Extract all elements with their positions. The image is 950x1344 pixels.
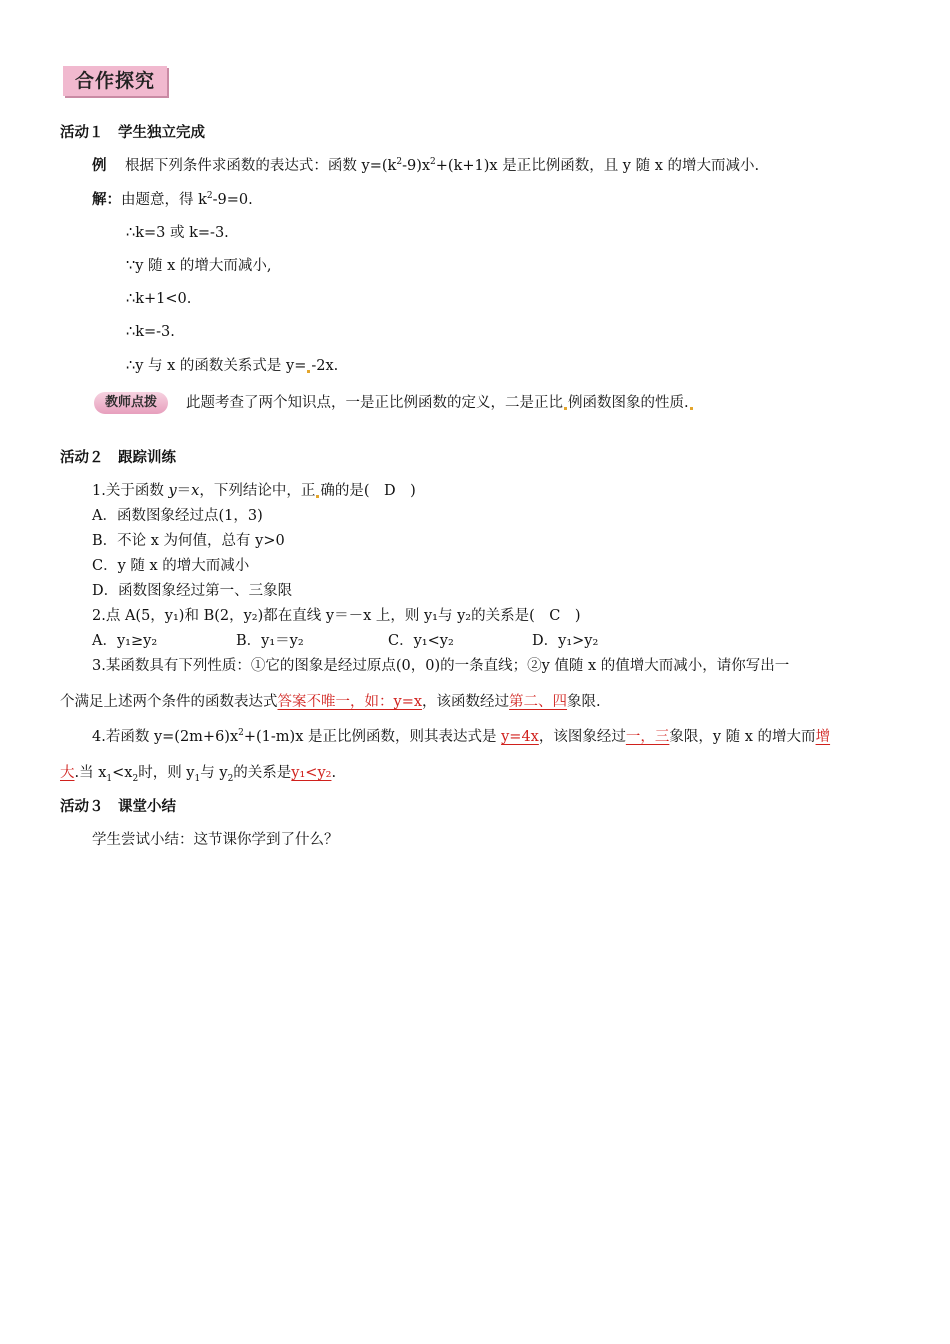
teacher-badge: 教师点拨 (94, 392, 168, 414)
q4-answer-4: y₁<y₂ (291, 765, 332, 781)
solution-final: ∴y 与 x 的函数关系式是 y= -2x. (126, 358, 339, 374)
q2-options (92, 631, 598, 651)
q1-option-a: A．函数图象经过点(1，3) (92, 508, 263, 524)
question-3-line2: 个满足上述两个条件的函数表达式答案不唯一，如：y=x，该函数经过第二、四象限. (60, 694, 601, 710)
solution-step: ∴k+1<0. (126, 291, 192, 307)
question-1: 1.关于函数 y＝x，下列结论中，正 确的是( D ) (92, 483, 416, 499)
example-line (92, 156, 759, 176)
q2-option-c: C．y₁<y₂ (388, 633, 454, 649)
q1-option-d: D．函数图象经过第一、三象限 (92, 583, 293, 599)
solution-line: 解：由题意，得 $k^2-9=0$. (92, 191, 253, 208)
q3-answer-1: 答案不唯一，如：y=x (277, 694, 423, 710)
example-text: 根据下列条件求函数的表达式：函数 $y=(k^2-9)x^2+(k+1)x$ 是正比例函数，且 y 随 x 的增大而减小. (124, 157, 760, 174)
activity1-heading: 活动１ 学生独立完成 (60, 125, 205, 141)
activity3-heading: 活动３ 课堂小结 (60, 799, 176, 815)
question-2: 2.点 A(5，y₁)和 B(2，y₂)都在直线 y＝－x 上，则 y₁与 y₂的关系是( C ) (92, 608, 581, 624)
activity2-heading: 活动２ 跟踪训练 (60, 450, 176, 466)
q4-answer-3a: 增 (815, 729, 831, 745)
q4-answer-3b: 大 (60, 765, 75, 781)
q2-option-b: B．y₁＝y₂ (236, 633, 304, 649)
example-label: 例 (92, 158, 107, 174)
q1-option-b: B．不论 x 为何值，总有 y>0 (92, 533, 285, 549)
section-title-badge: 合作探究 (63, 66, 167, 96)
question-3-line1: 3.某函数具有下列性质：①它的图象是经过原点(0，0)的一条直线；②y 值随 x 的值增大而减小，请你写出一 (92, 658, 790, 674)
activity3-text: 学生尝试小结：这节课你学到了什么？ (92, 832, 339, 848)
q4-answer-1: y=4x (501, 729, 539, 745)
solution-step: ∴k=3 或 k=-3. (126, 225, 229, 241)
teacher-note: 教师点拨 此题考查了两个知识点，一是正比例函数的定义，二是正比 例函数图象的性质. (94, 389, 694, 417)
question-4-line1: 4.若函数 $y=(2m+6)x^2+(1-m)x$ 是正比例函数，则其表达式是 y=4x，该图象经过一，三象限，y 随 x 的增大而增 (92, 728, 831, 745)
solution-step: ∵y 随 x 的增大而减小, (126, 258, 272, 274)
q4-answer-2: 一，三 (625, 729, 670, 745)
question-4-line2: 大.当 $x_1<x_2$时，则 $y_1$与 $y_2$的关系是y₁<y₂. (60, 765, 337, 784)
solution-label: 解： (92, 192, 121, 208)
q2-option-d: D．y₁>y₂ (532, 633, 599, 649)
q3-answer-2: 第二、四 (509, 694, 568, 710)
solution-step: ∴k=-3. (126, 324, 175, 340)
q1-option-c: C．y 随 x 的增大而减小 (92, 558, 250, 574)
q2-option-a: A．y₁≥y₂ (92, 633, 158, 649)
